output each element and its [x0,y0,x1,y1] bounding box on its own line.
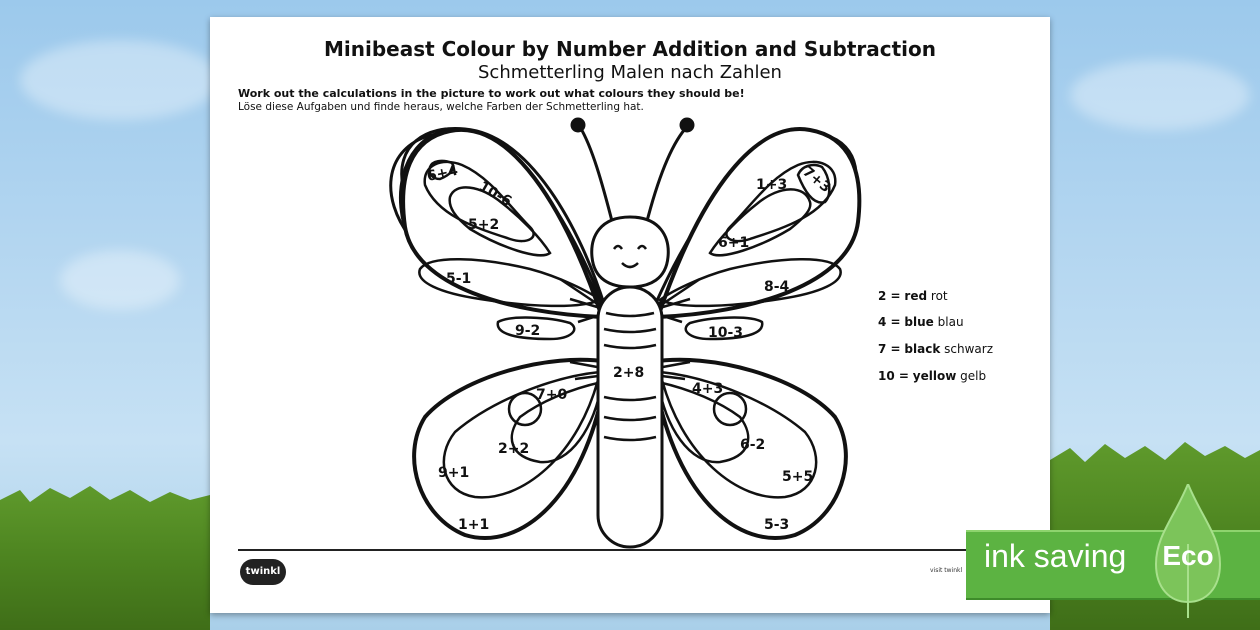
key-number: 2 = [878,289,901,303]
calc-label: 10-6 [476,178,515,210]
calc-label: 5-3 [764,517,790,533]
key-german: schwarz [944,342,994,356]
instructions-german: Löse diese Aufgaben und finde heraus, welche Farben der Schmetterling hat. [238,101,644,113]
calc-label: 10-3 [708,325,744,341]
worksheet-title: Minibeast Colour by Number Addition and Subtraction [323,37,937,61]
upper-right-wing-outline [658,129,859,317]
calc-label: 5+5 [782,469,814,485]
colour-key-item [878,342,993,356]
calc-label: 2+8 [613,365,645,381]
calc-label: 9+1 [438,465,470,481]
colour-key-item [878,369,986,383]
butterfly-head [592,217,668,287]
eco-label: Eco [1162,540,1214,571]
calc-label: 9-2 [515,323,541,339]
calc-label: 8-4 [764,279,790,295]
calc-label: 1+3 [756,177,788,193]
key-english: blue [904,315,934,329]
calc-label: 7+0 [536,387,568,403]
colour-key-item [878,289,948,303]
calc-label: 6-2 [740,437,766,453]
twinkl-logo: twinkl [240,559,286,585]
calc-label: 2+2 [498,441,530,457]
ink-saving-text: ink saving [984,538,1127,574]
footer-divider [238,549,1028,551]
calc-label: 7+3 [799,163,834,197]
background-cloud [20,40,220,120]
butterfly-antenna-right [646,129,685,225]
key-german: gelb [960,369,987,383]
calc-label: 6+4 [425,162,460,185]
key-english: black [904,342,941,356]
butterfly-antenna-left [580,127,613,225]
footer-visit-text: visit twinkl [930,567,963,574]
background-cloud [1070,60,1250,130]
key-german: blau [937,315,964,329]
calc-label: 5+2 [468,217,500,233]
background-cloud [60,250,180,310]
colour-key-item [878,315,964,329]
worksheet-page [210,17,1050,613]
key-german: rot [930,289,948,303]
key-english: red [904,289,928,303]
calc-label: 1+1 [458,517,490,533]
calc-label: 6+1 [718,235,750,251]
key-number: 4 = [878,315,901,329]
calc-label: 4+3 [692,381,724,397]
worksheet-subtitle: Schmetterling Malen nach Zahlen [478,62,782,83]
key-number: 7 = [878,342,901,356]
calc-label: 5-1 [446,271,472,287]
key-number: 10 = [878,369,909,383]
key-english: yellow [912,369,957,383]
instructions-english: Work out the calculations in the picture to work out what colours they should be! [238,87,745,100]
